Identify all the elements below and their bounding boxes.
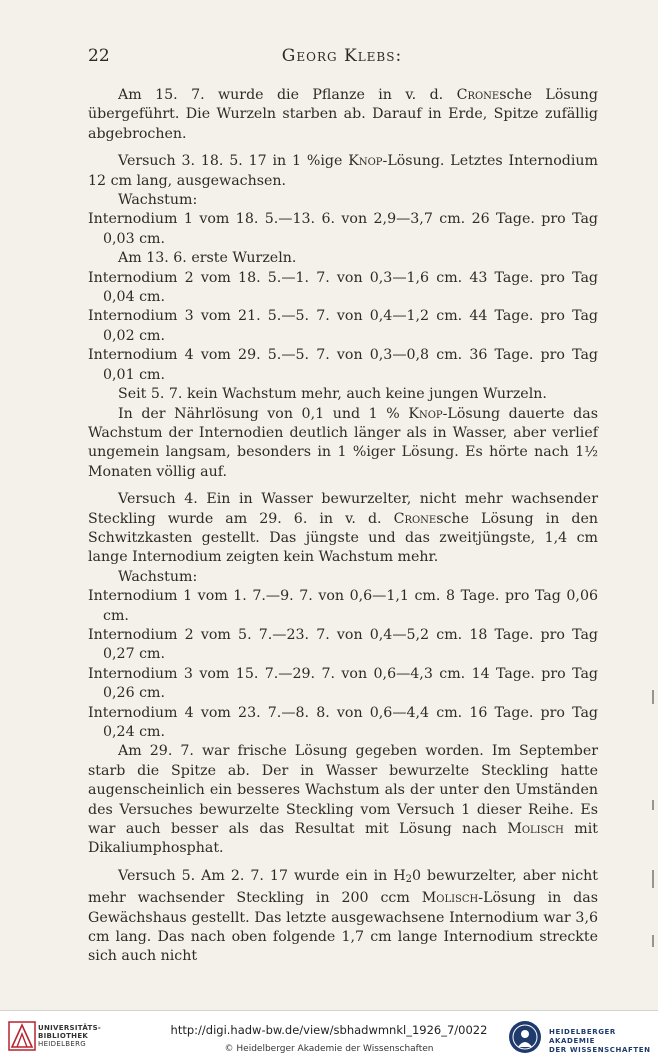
measurement-line: Internodium 2 vom 18. 5.—1. 7. von 0,3—1,6 cm. 43 Tage. pro Tag 0,04 cm. bbox=[88, 269, 598, 306]
paragraph: Am 29. 7. war frische Lösung gegeben worden. Im September starb die Spitze ab. Der in Wasser bewurzelte Steckling hatte augenscheinlich ein besseres Wachstum als der unter den Umständen des Versuches bewurzelte Steckling vom Versuch 1 dieser Reihe. Es war auch besser als das Resultat mit Lösung nach Molisch mit Dikaliumphosphat. bbox=[88, 743, 599, 857]
scan-edge-mark bbox=[652, 800, 654, 810]
section-label: Wachstum: bbox=[118, 568, 198, 585]
paragraph: Am 13. 6. erste Wurzeln. bbox=[118, 250, 297, 267]
page-body bbox=[88, 86, 598, 967]
measurement-line: Internodium 1 vom 1. 7.—9. 7. von 0,6—1,1 cm. 8 Tage. pro Tag 0,06 cm. bbox=[88, 588, 598, 624]
paragraph: In der Nährlösung von 0,1 und 1 % Knop-Lösung dauerte das Wachstum der Internodien deutlich länger als in Wasser, aber verlief ungemein langsam, besonders in 1 %iger Lösung. Es hörte nach 1½ Monaten völlig auf. bbox=[88, 405, 598, 480]
copyright-notice: © Heidelberger Akademie der Wissenschaften bbox=[224, 1044, 434, 1054]
paragraph: Versuch 5. Am 2. 7. 17 wurde ein in $H_20$ bewurzelter, aber nicht mehr wachsender Steckling in 200 ccm Molisch-Lösung in das Gewächshaus gestellt. Das letzte ausgewachsene Internodium war 3,6 cm lang. Das nach oben folgende 1,7 cm lange Internodium streckte sich auch nicht bbox=[88, 867, 598, 965]
viewer-footer bbox=[0, 1010, 658, 1061]
measurement-line: Internodium 2 vom 5. 7.—23. 7. von 0,4—5,2 cm. 18 Tage. pro Tag 0,27 cm. bbox=[88, 626, 598, 663]
measurement-line: Internodium 4 vom 29. 5.—5. 7. von 0,3—0,8 cm. 36 Tage. pro Tag 0,01 cm. bbox=[88, 347, 598, 383]
permalink-url[interactable]: http://digi.hadw-bw.de/view/sbhadwmnkl_1926_7/0022 bbox=[170, 1023, 488, 1037]
measurement-line: Internodium 3 vom 21. 5.—5. 7. von 0,4—1,2 cm. 44 Tage. pro Tag 0,02 cm. bbox=[88, 308, 598, 344]
running-head: Georg Klebs: bbox=[281, 46, 403, 66]
paragraph: Seit 5. 7. kein Wachstum mehr, auch keine jungen Wurzeln. bbox=[118, 386, 547, 403]
measurement-line: Internodium 4 vom 23. 7.—8. 8. von 0,6—4,4 cm. 16 Tage. pro Tag 0,24 cm. bbox=[88, 704, 598, 740]
page-number: 22 bbox=[88, 46, 110, 66]
paragraph: Versuch 4. Ein in Wasser bewurzelter, nicht mehr wachsender Steckling wurde am 29. 6. in v. d. Cronesche Lösung in den Schwitzkasten gestellt. Das jüngste und das zweitjüngste, 1,4 cm lange Internodium zeigten kein Wachstum mehr. bbox=[88, 491, 598, 566]
academy-name: HEIDELBERGER AKADEMIE DER WISSENSCHAFTEN bbox=[549, 1028, 651, 1054]
scan-edge-mark bbox=[652, 935, 654, 947]
university-library-name: UNIVERSITÄTS- BIBLIOTHEK HEIDELBERG bbox=[38, 1024, 102, 1048]
paragraph: Am 15. 7. wurde die Pflanze in v. d. Cronesche Lösung übergeführt. Die Wurzeln starben ab. Darauf in Erde, Spitze zufällig abgebrochen. bbox=[88, 87, 599, 142]
section-label: Wachstum: bbox=[118, 192, 198, 209]
paragraph: Versuch 3. 18. 5. 17 in 1 %ige Knop-Lösung. Letztes Internodium 12 cm lang, ausgewachsen. bbox=[88, 153, 598, 189]
scan-edge-mark bbox=[652, 690, 654, 704]
measurement-line: Internodium 3 vom 15. 7.—29. 7. von 0,6—4,3 cm. 14 Tage. pro Tag 0,26 cm. bbox=[88, 665, 598, 702]
measurement-line: Internodium 1 vom 18. 5.—13. 6. von 2,9—3,7 cm. 26 Tage. pro Tag 0,03 cm. bbox=[88, 211, 598, 247]
academy-seal-icon bbox=[508, 1020, 542, 1054]
page-header bbox=[88, 46, 596, 70]
scan-edge-mark bbox=[652, 870, 654, 888]
